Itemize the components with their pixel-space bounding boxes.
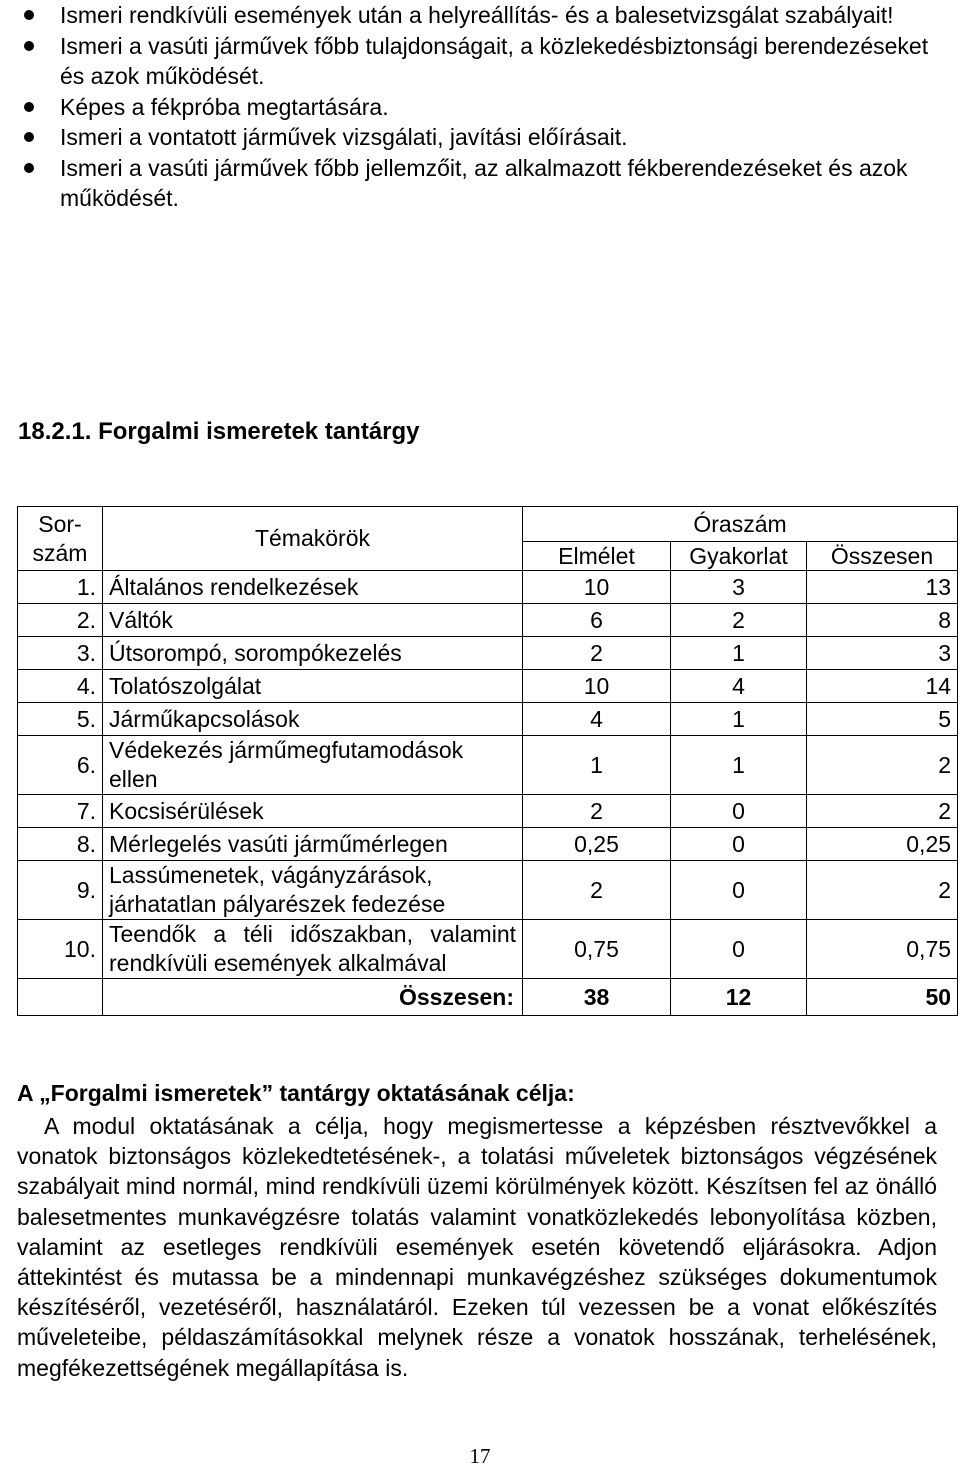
section-title: 18.2.1. Forgalmi ismeretek tantárgy bbox=[18, 418, 420, 445]
table-row: 8. Mérlegelés vasúti járműmérlegen 0,25 0 0,25 bbox=[18, 828, 958, 861]
table-row: 5. Járműkapcsolások 4 1 5 bbox=[18, 703, 958, 736]
header-osszesen: Összesen bbox=[807, 542, 958, 571]
table-row: 7. Kocsisérülések 2 0 2 bbox=[18, 795, 958, 828]
table-row: 9. Lassúmenetek, vágányzárások, járhatatlan pályarészek fedezése 2 0 2 bbox=[18, 861, 958, 920]
bullet-icon bbox=[24, 102, 34, 112]
bullet-icon bbox=[24, 10, 34, 20]
table-row: 3. Útsorompó, sorompókezelés 2 1 3 bbox=[18, 637, 958, 670]
table-total-row: Összesen: 38 12 50 bbox=[18, 979, 958, 1016]
aim-title: A „Forgalmi ismeretek” tantárgy oktatásának célja: bbox=[17, 1080, 575, 1106]
table-row: 1. Általános rendelkezések 10 3 13 bbox=[18, 571, 958, 604]
table-row: 2. Váltók 6 2 8 bbox=[18, 604, 958, 637]
bullet-icon bbox=[24, 132, 34, 142]
header-oraszam: Óraszám bbox=[523, 507, 958, 542]
table-row: 10. Teendők a téli időszakban, valamint rendkívüli események alkalmával 0,75 0 0,75 bbox=[18, 920, 958, 979]
page-number: 17 bbox=[469, 1444, 491, 1468]
aim-paragraph: A modul oktatásának a célja, hogy megismertesse a képzésben résztvevőkkel a vonatok biztonságos közlekedtetésének-, a tolatási műveletek biztonságos végzésének szabályait mind normál, mind rendkívüli üzemi körülmények között. Készítsen fel az önálló balesetmentes munkavégzésre tolatás valamint vonatközlekedés lebonyolítása közben, valamint az esetleges rendkívüli események esetén követendő eljárásokra. Adjon áttekintést és mutassa be a mindennapi munkavégzéshez szükséges dokumentumok készítéséről, vezetéséről, használatáról. Ezeken túl vezessen be a vonat előkészítés műveleteibe, példaszámításokkal melynek része a vonatok hosszának, terhelésének, megfékezettségének megállapítása is. bbox=[17, 1113, 937, 1381]
bullet-icon bbox=[24, 163, 34, 173]
header-temakorok: Témakörök bbox=[103, 507, 523, 571]
table-row: 4. Tolatószolgálat 10 4 14 bbox=[18, 670, 958, 703]
bullet-icon bbox=[24, 41, 34, 51]
list-item: Képes a fékpróba megtartására. bbox=[22, 92, 952, 123]
list-item: Ismeri rendkívüli események után a helyreállítás- és a balesetvizsgálat szabályait! bbox=[22, 0, 952, 31]
list-item: Ismeri a vasúti járművek főbb jellemzőit, az alkalmazott fékberendezéseket és azok működését. bbox=[22, 153, 952, 214]
table-row: 6. Védekezés járműmegfutamodások ellen 1 1 2 bbox=[18, 736, 958, 795]
header-elmelet: Elmélet bbox=[523, 542, 671, 571]
requirements-list bbox=[22, 0, 952, 214]
header-gyakorlat: Gyakorlat bbox=[671, 542, 807, 571]
list-item: Ismeri a vasúti járművek főbb tulajdonságait, a közlekedésbiztonsági berendezéseket és azok működését. bbox=[22, 31, 952, 92]
hours-table bbox=[17, 506, 958, 1016]
list-item: Ismeri a vontatott járművek vizsgálati, javítási előírásait. bbox=[22, 122, 952, 153]
header-sorszam: Sor- szám bbox=[18, 507, 103, 571]
